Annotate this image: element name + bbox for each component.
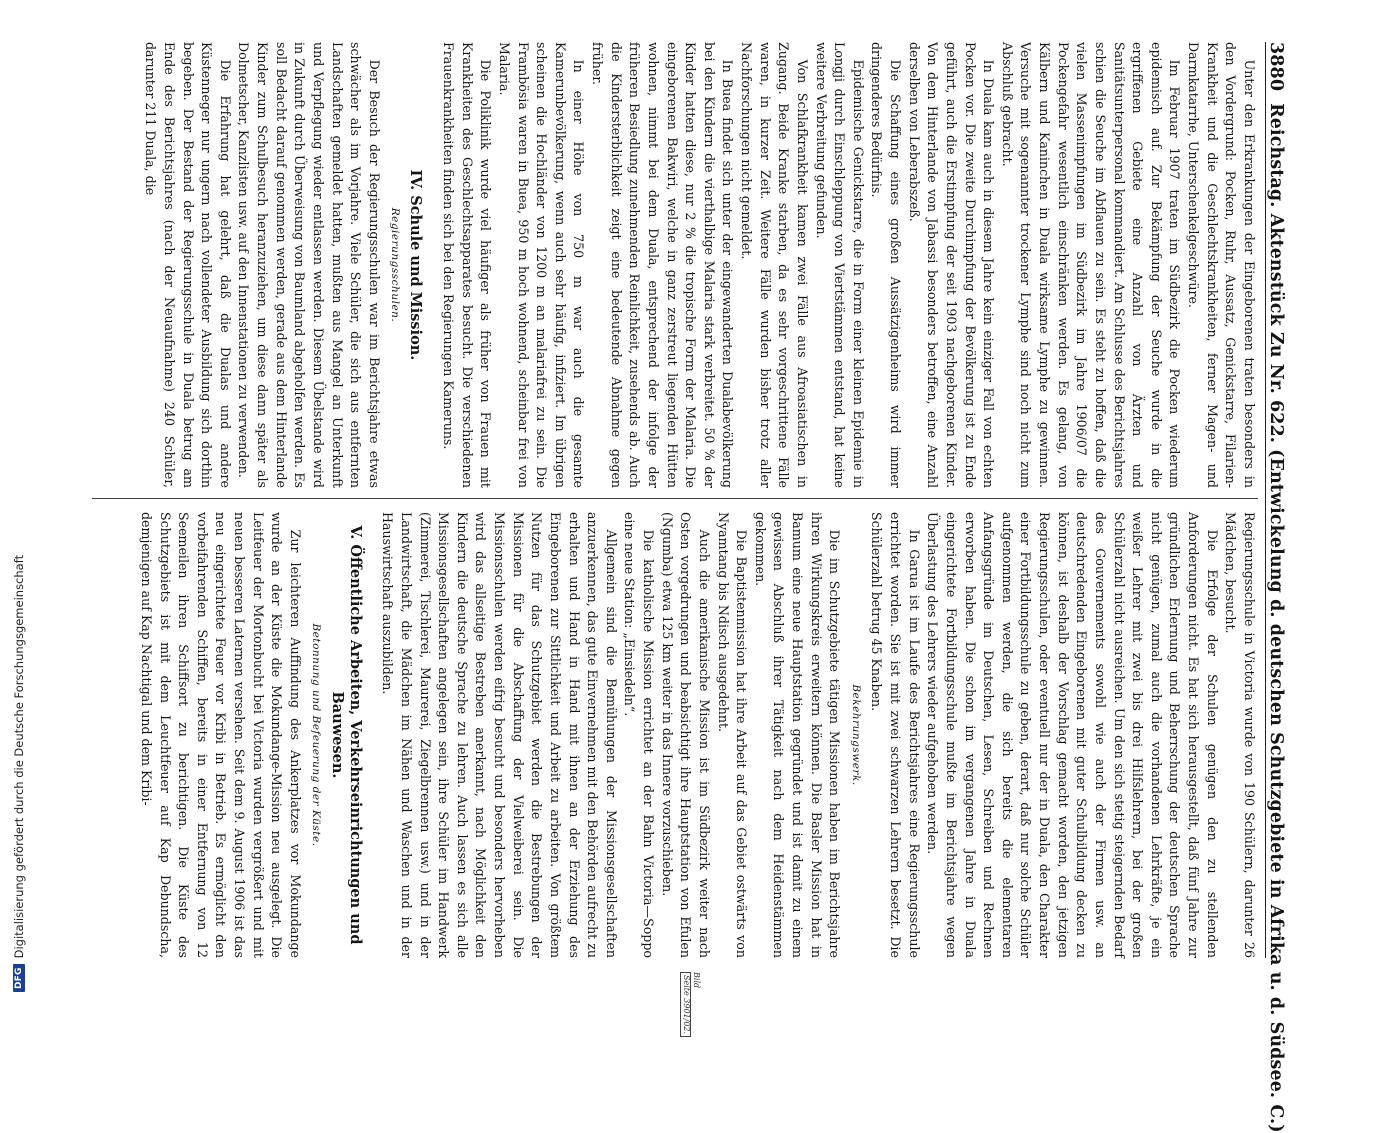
paragraph: Von Schlafkrankheit kamen zwei Fälle aus Afroasiatischen in Zugang. Beide Kranke starben, da es sehr vorgeschrittene Fälle waren, in kurzer Zeit. Weitere Fälle wurden bisher trotz aller Nachforschungen nicht gemeldet. — [739, 42, 810, 488]
digitization-credit — [12, 0, 26, 992]
paragraph: Die katholische Mission errichtet an der Bahn Victoria—Soppo eine neue Station: „Einsiedeln“. — [622, 512, 657, 958]
running-header — [1265, 42, 1302, 1133]
paragraph: Zur leichteren Auffindung des Ankerplatzes vor Mokundange wurde an der Küste die Mokundange-Mission neu ausgelegt. Die Leitfeuer der Mortonbucht bei Victoria wurden vergrößert und mit neuen besseren Laternen versehen. Seit dem 9. August 1906 ist das neu eingerichtete Feuer vor Kribi in Betrieb. Es ermöglicht den vorbeifahrenden Schiffen, bereits in einer Entfernung von 12 Seemeilen ihren Schiffsort zu berichtigen. Die Küste des Schutzgebiets ist mit dem Leuchtfeuer auf Kap Debundscha, demjenigen auf Kap Nachtigal und dem Kribi- — [138, 512, 303, 958]
paragraph: In Buea findet sich unter der eingewanderten Dualabevölkerung bei den Kindern die vierthalbige Malaria stark verbreitet. 50 % der Kinder hatten diese, nur 2 % die tropische Form der Malaria. Die eingeborenen Bakwiri, welche in ganz zerstreut liegenden Hütten wohnen, nimmt bei dem Duala, entsprechend der infolge der früheren Besiedlung zunehmenden Reinlichkeit, zusehends ab. Auch die Kindersterblichkeit zeigt eine bedeutende Abnahme gegen früher. — [590, 42, 736, 488]
paragraph: Die Baptistenmission hat ihre Arbeit auf das Gebiet ostwärts von Nyamtang bis Ndisch ausgedehnt. — [715, 512, 750, 958]
subsection-heading: Betonnung und Befeuerung der Küste. — [310, 623, 323, 847]
paragraph: In einer Höhe von 750 m war auch die gesamte Kamerunbevölkerung, wenn auch sehr häufig, infiziert. Im übrigen scheinen die Hochländer von 1200 m an malariafrei zu sein. Die Frambösia waren in Buea, 950 m hoch wohnend, scheinbar frei von Malaria. — [497, 42, 587, 488]
page-number: 3880 — [1266, 42, 1286, 92]
dfg-logo: DFG — [13, 964, 25, 992]
paragraph: Auch die amerikanische Mission ist im Südbezirk weiter nach Osten vorgedrungen und beabsichtigt ihre Hauptstation von Efulen (Ngumba) etwa 125 km weiter in das Innere vorzuschieben. — [659, 512, 712, 958]
paragraph: In Garua ist im Laufe des Berichtsjahres eine Regierungsschule errichtet worden. Sie ist mit zwei schwarzen Lehrern besetzt. Die Schülerzahl betrug 45 Knaben. — [869, 512, 922, 958]
paragraph: Regierungsschule in Victoria wurde von 190 Schülern, darunter 26 Mädchen, besucht. — [1223, 512, 1257, 958]
margin-note-line-2: Seite 3901/02. — [680, 972, 691, 1037]
paragraph: Allgemein sind die Bemühungen der Missionsgesellschaften anzuerkennen, das gute Einvernehmen mit den Behörden aufrecht zu erhalten und Hand in Hand mit ihnen an der Erziehung des Eingeborenen zur Sittlichkeit und Arbeit zu arbeiten. Von größtem Nutzen für das Schutzgebiet werden die Bestrebungen der Missionen für die Abschaffung der Vielweiberei sein. Die Missionsschulen werden eifrig besucht und besonders hervorheben wird das allseitige Bestreben anerkannt, nach Möglichkeit den Kindern die deutsche Sprache zu lehren. Auch lassen es sich alle Missionsgesellschaften angelegen sein, ihre Schüler im Handwerk (Zimmerei, Tischlerei, Maurerei, Ziegelbrennen usw.) und in der Landwirtschaft, die Mädchen im Nähen und Waschen und in der Hauswirtschaft auszubilden. — [380, 512, 619, 958]
subsection-heading: Regierungsschulen. — [389, 207, 402, 323]
paragraph: Epidemische Genickstarre, die in Form einer kleinen Epidemie in Longji durch Einschleppung von Viertstämmen entstand, hat keine weitere Verbreitung gefunden. — [813, 42, 866, 488]
right-column — [136, 512, 1258, 958]
section-heading: IV. Schule und Mission. — [407, 169, 425, 361]
paragraph: Die Erfolge der Schulen genügen den zu stellenden Anforderungen nicht. Es hat sich herausgestellt, daß fünf Jahre zur gründlichen Erlernung und Beherrschung der deutschen Sprache nicht genügen, zumal auch die vorhandenen Lehrkräfte, je ein weißer Lehrer mit zwei bis drei Hilfslehrern, bei der großen Schülerzahl nicht ausreichen. Um den sich stetig steigernden Bedarf des Gouvernements sowohl wie auch der Firmen usw. an deutschredenden Eingeborenen mit guter Schulbildung decken zu können, ist deshalb der Vorschlag gemacht worden, den jetzigen Regierungsschulen, oder eventuell nur der in Duala, den Charakter einer Fortbildungsschule zu geben, derart, daß nur solche Schüler aufgenommen werden, die sich bereits die elementaren Anfangsgründe im Deutschen, Lesen, Schreiben und Rechnen erworben haben. Die schon im vergangenen Jahre in Duala eingerichtete Fortbildungsschule mußte im Berichtsjahre wegen Überlastung des Lehrers wieder aufgehoben werden. — [925, 512, 1220, 958]
left-column — [141, 42, 1258, 488]
subsection-heading: Bekehrungswerk. — [849, 684, 862, 786]
section-heading: V. Öffentliche Arbeiten, Verkehrseinrichtungen und Bauwesen. — [328, 525, 364, 945]
column-divider — [92, 498, 1258, 499]
paragraph: Die Erfahrung hat gelehrt, daß die Dualas und andere Küstenneger nur ungern nach vollendeter Ausbildung sich dorthin begeben. Der Bestand der Regierungsschule in Duala betrug am Ende des Berichtsjahres (nach der Neuaufnahme) 240 Schüler, darunter 211 Duala, die — [143, 42, 233, 488]
running-title: Reichstag. Aktenstück Zu Nr. 622. (Entwickelung d. deutschen Schutzgebiete in Afrika u. d. Südsee. C.) — [1266, 103, 1286, 1133]
paragraph: In Duala kam auch in diesem Jahre kein einziger Fall von echten Pocken vor. Die zweite Durchimpfung der Bevölkerung ist zu Ende geführt, auch die Erstimpfung der seit 1903 nachgeborenen Kinder. Von dem Hinterlande von Jabassi besonders betroffen, eine Anzahl derselben von Leberabszeß. — [906, 42, 997, 488]
document-page — [70, 30, 1310, 1133]
paragraph: Der Besuch der Regierungsschulen war im Berichtsjahre etwas schwächer als im Vorjahre. Viele Schüler, die sich aus entfernten Landschaften gemeldet hatten, mußten aus Mangel an Unterkunft und Verpflegung wieder entlassen werden. Diesem Übelstande wird in Zukunft durch Überweisung von Baumland abgeholfen werden. Es soll Bedacht darauf genommen werden, gerade aus dem Hinterlande Kinder zum Schulbesuch heranzuziehen, um diese dann später als Dolmetscher, Kanzlisten usw. auf den Innenstationen zu verwenden. — [236, 42, 382, 488]
credit-text: Digitalisierung gefördert durch die Deutsche Forschungsgemeinschaft — [12, 554, 26, 959]
margin-note — [680, 972, 701, 1035]
paragraph: Die Schaffung eines großen Aussätzigenheims wird immer dringenderes Bedürfnis. — [869, 42, 904, 488]
paragraph: Im Februar 1907 traten im Südbezirk die Pocken wiederum epidemisch auf. Zur Bekämpfung der Seuche wurde in die ergriffenen Gebiete eine Anzahl von Ärzten und Sanitätsunterpersonal kommandiert. Am Schlusse des Berichtsjahres schien die Seuche im Abflauen zu sein. Es steht zu hoffen, daß die vielen Massenimpfungen im Südbezirk im Jahre 1906/07 die Pockengefahr wesentlich einschränken werden. Es gelang, von Kälbern und Kaninchen in Duala wirksame Lymphe zu gewinnen. Versuche mit sogenannter trockener Lymphe sind noch nicht zum Abschluß gebracht. — [999, 42, 1183, 488]
margin-note-line-1: Bild — [692, 972, 701, 989]
paragraph: Die im Schutzgebiete tätigen Missionen haben im Berichtsjahre ihren Wirkungskreis erweitern können. Die Basler Mission hat in Bamum eine neue Hauptstation gegründet und ist damit zu einem gewissen Abschluß ihrer Tätigkeit nach dem Heidenstämmen gekommen. — [752, 512, 843, 958]
paragraph: Unter den Erkrankungen der Eingeborenen traten besonders in den Vordergrund: Pocken, Ruhr, Aussatz, Genickstarre, Filarien-Krankheit und die Geschlechtskrankheiten, ferner Magen- und Darmkatarrhe, Unterschenkelgeschwüre. — [1186, 42, 1257, 488]
paragraph: Die Poliklinik wurde viel häufiger als früher von Frauen mit Krankheiten des Geschlechtsapparates besucht. Die verschiedenen Frauenkrankheiten finden sich bei den Regierungen Kameruns. — [441, 42, 494, 488]
scanned-page-frame — [70, 30, 1310, 1133]
